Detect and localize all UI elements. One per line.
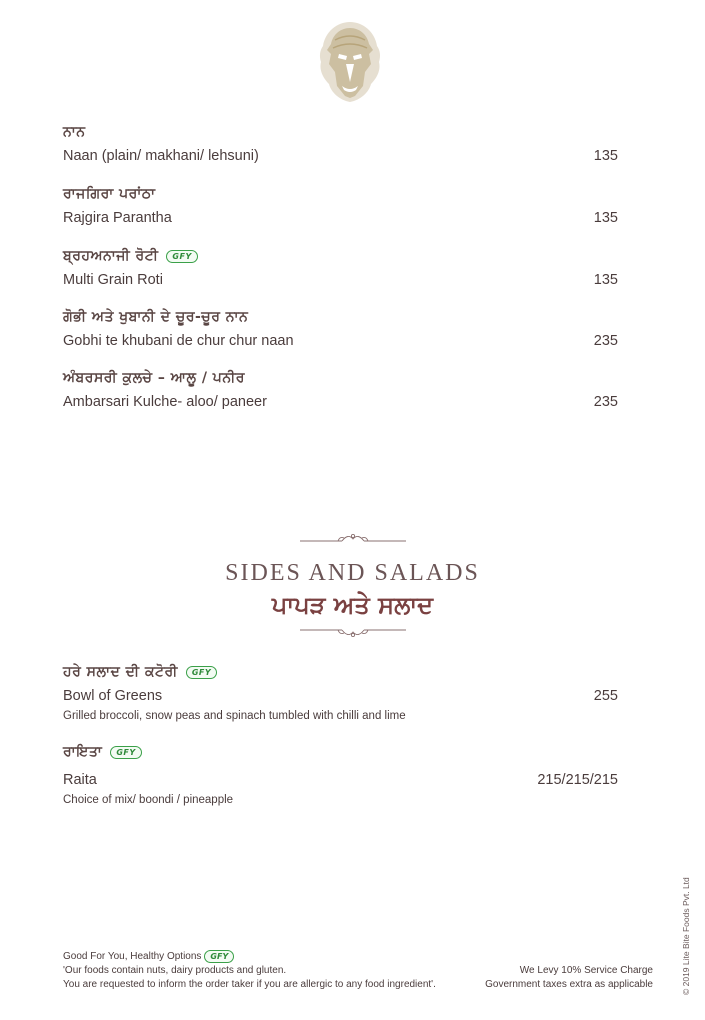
tax-note: Government taxes extra as applicable bbox=[485, 979, 653, 990]
item-name: Raita bbox=[63, 772, 97, 788]
item-name: Bowl of Greens bbox=[63, 688, 163, 704]
item-name-punjabi: ਰਾਜਗਿਰਾ ਪਰਾਂਠਾ bbox=[63, 186, 156, 202]
allergen-note: 'Our foods contain nuts, dairy products and gluten. bbox=[63, 965, 287, 977]
footer-charges bbox=[485, 964, 653, 992]
item-price: 135 bbox=[593, 210, 618, 226]
menu-item bbox=[63, 309, 618, 349]
gfy-badge: GFY bbox=[204, 950, 234, 963]
item-name: Naan (plain/ makhani/ lehsuni) bbox=[63, 148, 259, 164]
menu-item bbox=[63, 744, 618, 806]
ornament-divider-top bbox=[298, 530, 408, 546]
menu-item bbox=[63, 370, 618, 410]
menu-item bbox=[63, 124, 618, 164]
item-description: Choice of mix/ boondi / pineapple bbox=[63, 794, 234, 806]
item-name-punjabi: ਬ੍ਰਹਅਨਾਜੀ ਰੋਟੀ bbox=[63, 248, 159, 264]
gfy-legend: Good For You, Healthy Options bbox=[63, 951, 202, 963]
item-name-punjabi: ਗੋਭੀ ਅਤੇ ਖੁਬਾਨੀ ਦੇ ਚੂਰ-ਚੂਰ ਨਾਨ bbox=[63, 309, 249, 325]
item-name: Gobhi te khubani de chur chur naan bbox=[63, 333, 294, 349]
item-price: 135 bbox=[593, 272, 618, 288]
item-price: 235 bbox=[593, 394, 618, 410]
service-charge-note: We Levy 10% Service Charge bbox=[519, 965, 653, 976]
menu-item bbox=[63, 664, 618, 722]
item-name: Rajgira Parantha bbox=[63, 210, 172, 226]
gfy-badge: GFY bbox=[186, 666, 217, 679]
item-price: 235 bbox=[593, 333, 618, 349]
gfy-badge: GFY bbox=[110, 746, 141, 759]
section-heading bbox=[0, 530, 705, 641]
item-price: 255 bbox=[593, 688, 618, 704]
section-title: SIDES AND SALADS bbox=[225, 560, 480, 586]
item-name-punjabi: ਅੰਬਰਸਰੀ ਕੁਲਚੇ – ਆਲੂ / ਪਨੀਰ bbox=[63, 370, 245, 386]
item-name: Multi Grain Roti bbox=[63, 272, 163, 288]
gfy-badge: GFY bbox=[166, 250, 197, 263]
ornament-divider-bottom bbox=[298, 625, 408, 641]
item-price: 135 bbox=[593, 148, 618, 164]
item-price: 215/215/215 bbox=[537, 772, 618, 788]
item-name-punjabi: ਰਾਇਤਾ bbox=[63, 744, 103, 760]
item-name: Ambarsari Kulche- aloo/ paneer bbox=[63, 394, 267, 410]
section-title-punjabi: ਪਾਪੜ ਅਤੇ ਸਲਾਦ bbox=[271, 591, 434, 619]
footer-notes bbox=[63, 950, 436, 992]
copyright: © 2019 Lite Bite Foods Pvt. Ltd bbox=[681, 877, 691, 995]
menu-item bbox=[63, 248, 618, 288]
item-description: Grilled broccoli, snow peas and spinach tumbled with chilli and lime bbox=[63, 710, 406, 722]
allergen-request: You are requested to inform the order taker if you are allergic to any food ingredient'. bbox=[63, 979, 436, 991]
item-name-punjabi: ਹਰੇ ਸਲਾਦ ਦੀ ਕਟੋਰੀ bbox=[63, 664, 178, 680]
menu-item bbox=[63, 186, 618, 226]
lion-head-icon bbox=[317, 20, 383, 104]
item-name-punjabi: ਨਾਨ bbox=[63, 124, 86, 140]
